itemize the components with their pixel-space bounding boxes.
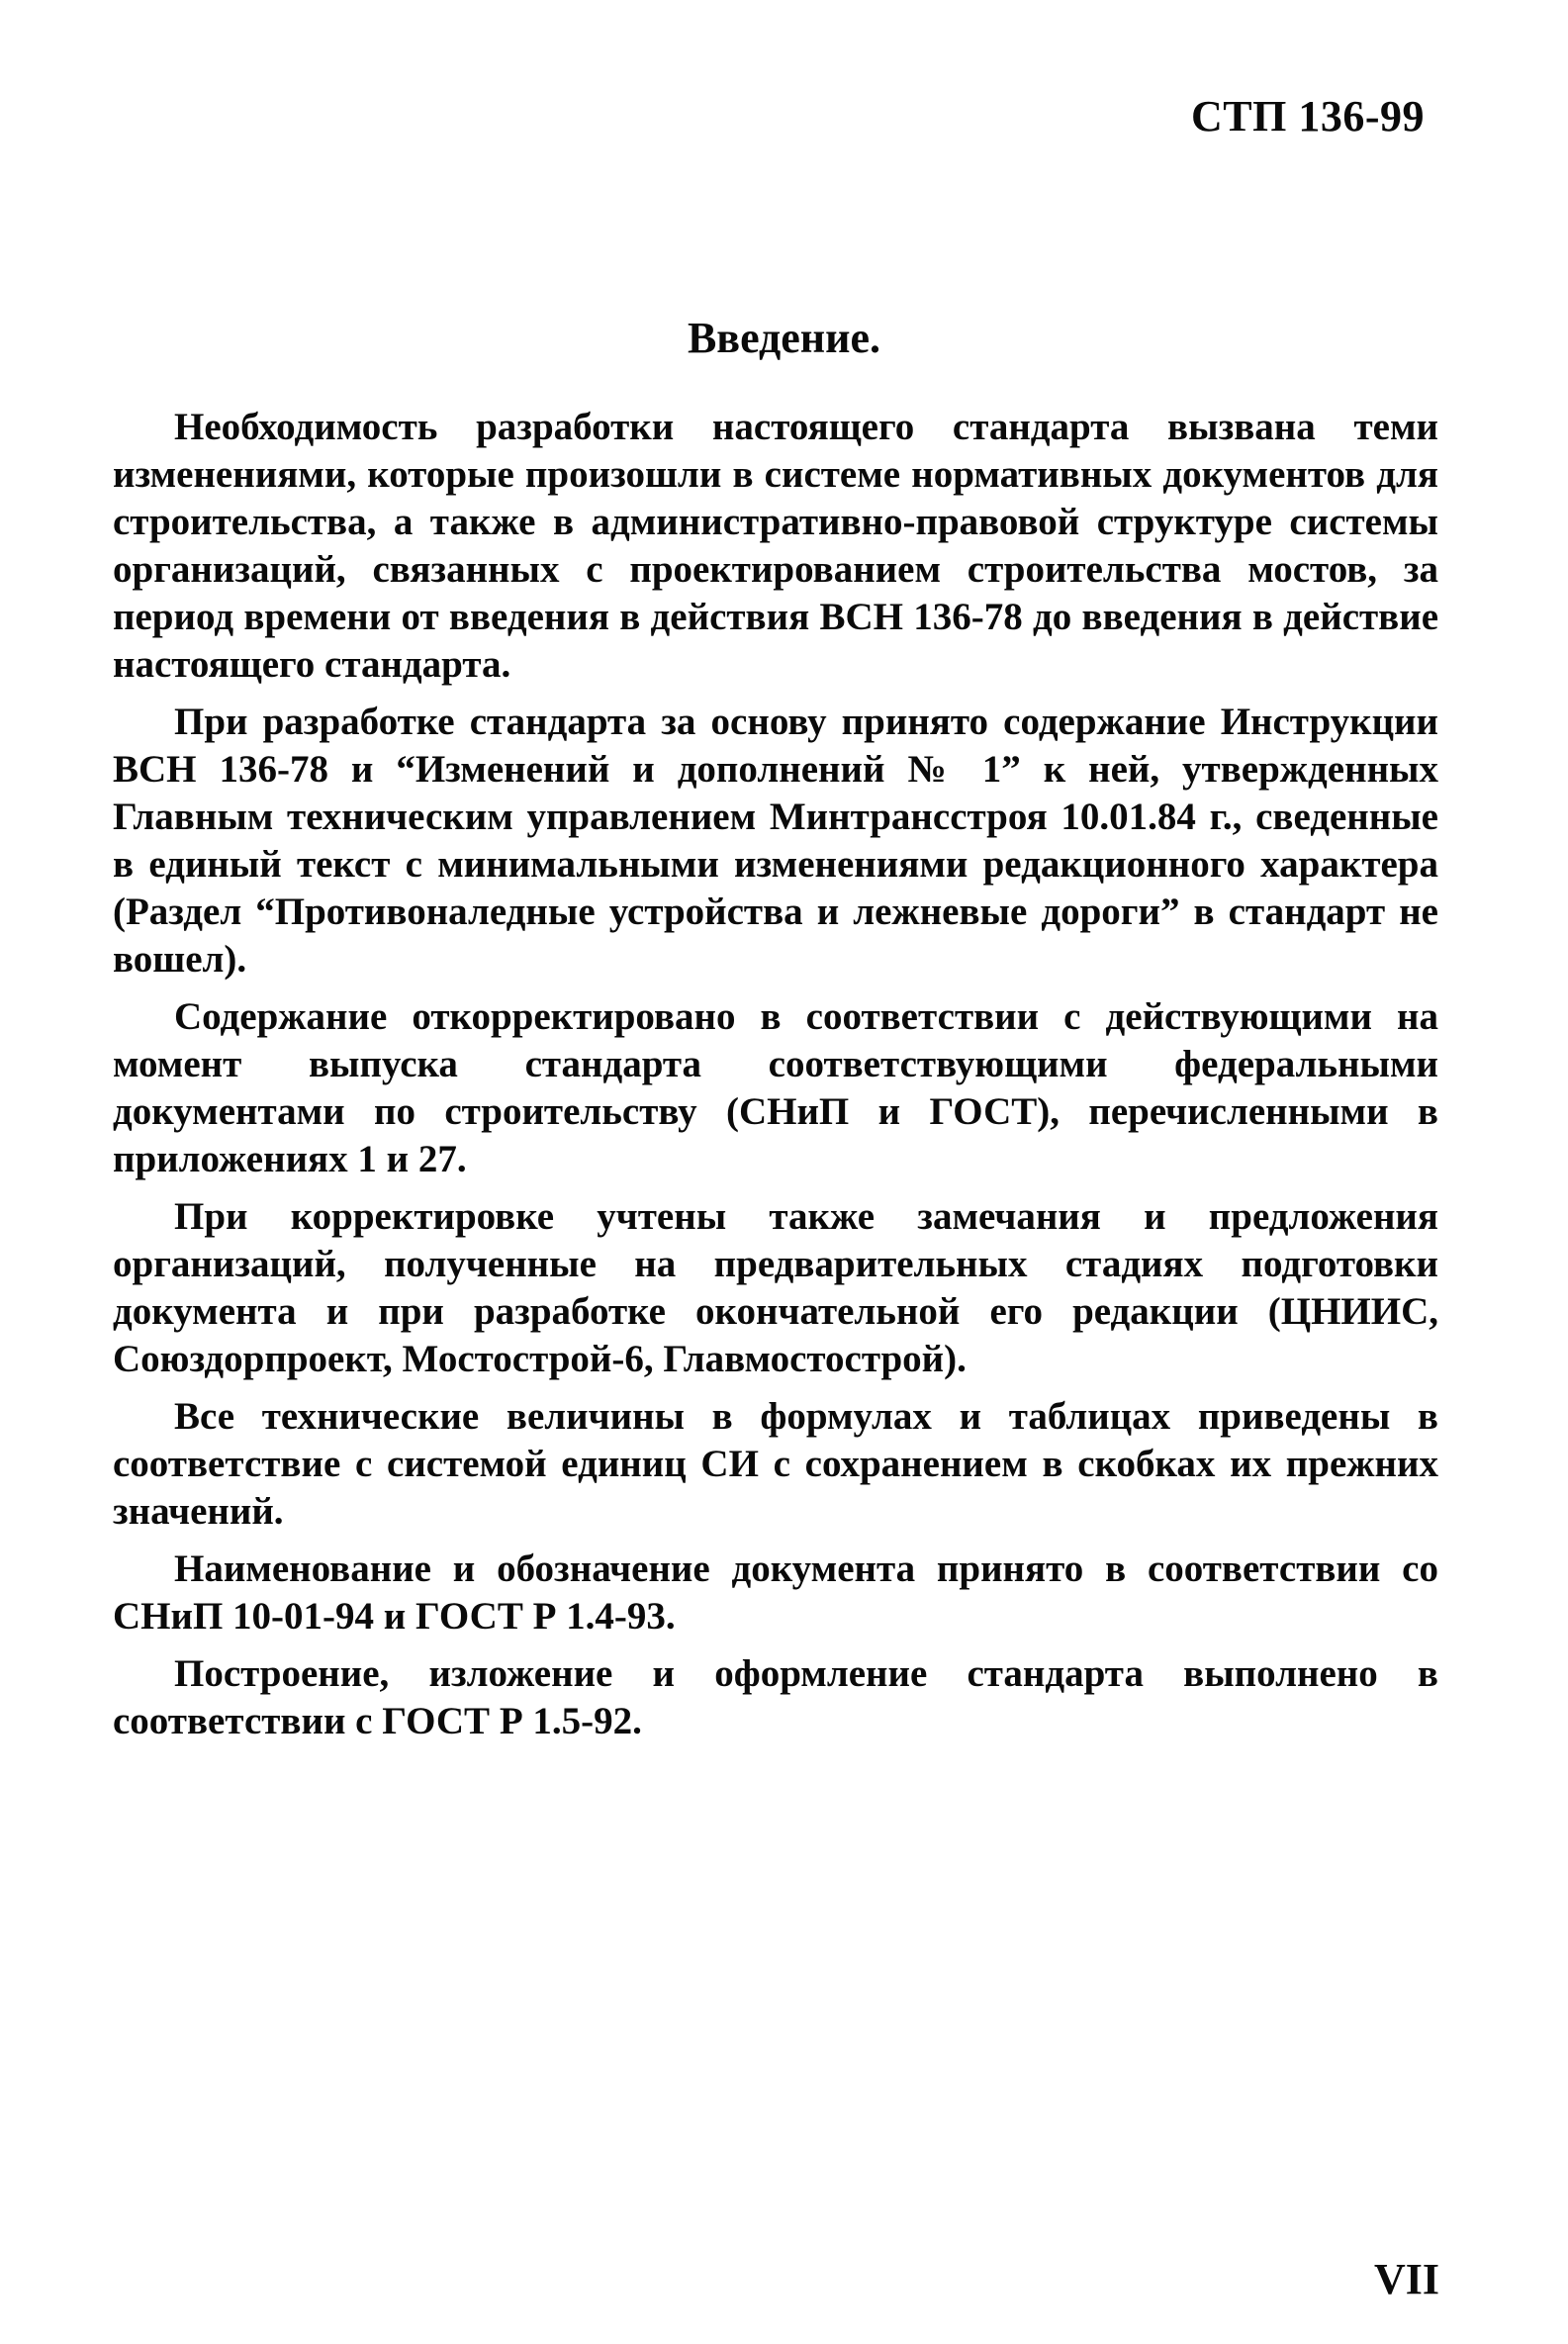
paragraph-2: При разработке стандарта за основу принято содержание Инструкции ВСН 136-78 и “Изменений и дополнений № 1” к ней, утвержденных Главным техническим управлением Минтрансстроя 10.01.84 г., сведенные в единый текст с минимальными изменениями редакционного характера (Раздел “Противоналедные устройства и лежневые дороги” в стандарт не вошел). <box>113 701 1438 981</box>
section-title: Введение. <box>687 314 881 362</box>
body-text <box>113 404 1438 1755</box>
page-number: VII <box>1373 2255 1439 2303</box>
paragraph-4: При корректировке учтены также замечания и предложения организаций, полученные на предварительных стадиях подготовки документа и при разработке окончательной его редакции (ЦНИИС, Союздорпроект, Мостострой-6, Главмостострой). <box>113 1195 1438 1380</box>
paragraph-6: Наименование и обозначение документа принято в соответствии со СНиП 10-01-94 и ГОСТ Р 1.4-93. <box>113 1547 1438 1638</box>
paragraph-3: Содержание откорректировано в соответствии с действующими на момент выпуска стандарта соответствующими федеральными документами по строительству (СНиП и ГОСТ), перечисленными в приложениях 1 и 27. <box>113 995 1438 1180</box>
paragraph-5: Все технические величины в формулах и таблицах приведены в соответствие с системой единиц СИ с сохранением в скобках их прежних значений. <box>113 1395 1438 1533</box>
paragraph-7: Построение, изложение и оформление стандарта выполнено в соответствии с ГОСТ Р 1.5-92. <box>113 1652 1438 1742</box>
paragraph-1: Необходимость разработки настоящего стандарта вызвана теми изменениями, которые произошли в системе нормативных документов для строительства, а также в административно-правовой структуре системы организаций, связанных с проектированием строительства мостов, за период времени от введения в действия ВСН 136-78 до введения в действие настоящего стандарта. <box>113 406 1438 686</box>
document-code: СТП 136-99 <box>1191 92 1425 141</box>
